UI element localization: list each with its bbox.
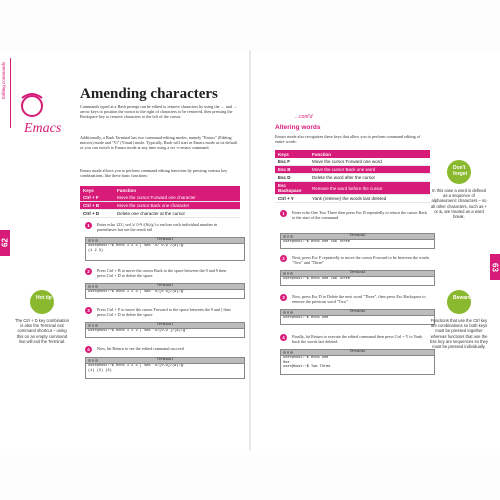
- step-number: 4: [85, 346, 92, 353]
- table-row: [275, 174, 430, 182]
- hot-tip: [14, 290, 70, 344]
- section-heading: Altering words: [275, 124, 321, 131]
- step-text: Finally, hit Return to execute the edited command then press Ctrl + Y to Yank back the words last deleted: [292, 334, 423, 345]
- table-key: Ctrl + B: [80, 202, 114, 210]
- terminal-title: Terminal: [349, 350, 366, 354]
- terminal-line: user@host:~$ Two Three: [283, 365, 331, 370]
- paragraph-3: Emacs mode allows you to perform command editing functions by pressing various key combinations, like these basic functions:: [80, 168, 228, 179]
- table-function: Move the cursor Back one word: [309, 166, 430, 174]
- section-tab: [0, 58, 11, 128]
- step-text: Enter echo One Two Three then press Esc B repeatedly to return the cursor Back to the start of the command: [292, 210, 428, 221]
- terminal-line: user@host:~$ echo 1 2 3 | sed 's/[0 9]/(&)/g': [88, 290, 186, 294]
- page-title: Amending characters: [80, 86, 218, 102]
- window-controls-icon: [283, 351, 293, 354]
- table-function: Delete the word after the cursor: [309, 174, 430, 182]
- terminal-title: Terminal: [156, 238, 174, 242]
- tip-text: Functions that use the Ctrl key are combinations so both keys must be pressed together whereas functions that use the Esc key are sequences so they must be pressed individually.: [430, 318, 488, 350]
- terminal-window: [85, 237, 245, 261]
- terminal-line: (1 2 3): [88, 248, 104, 253]
- table-header: [275, 150, 430, 158]
- table-row: [275, 195, 430, 203]
- table-header-keys: Keys: [275, 150, 309, 158]
- window-controls-icon: [88, 359, 98, 362]
- table-key: Esc Backspace: [275, 182, 309, 195]
- terminal-line: user@host:~$ echo One: [283, 356, 329, 360]
- window-controls-icon: [88, 324, 98, 327]
- table-key: Ctrl + D: [80, 210, 114, 218]
- step-text: Press Ctrl + B to move the cursor Back to the space between the 0 and 9 then press Ctrl + D to delete the space: [97, 268, 227, 279]
- terminal-line: user@host:~$ echo 1 2 3 | sed 's/[0-9]/(&)/g': [88, 364, 186, 368]
- table-function: Move the cursor Forward one character: [114, 194, 240, 202]
- terminal-title: Terminal: [349, 234, 366, 238]
- terminal-line: user@host:~$ echo 1 2 3 | sed 's/[0-9 ]/(&)/g': [88, 329, 188, 333]
- step-number: 4: [280, 334, 287, 341]
- window-controls-icon: [283, 311, 293, 314]
- table-row: [275, 166, 430, 174]
- step-number: 1: [280, 210, 287, 217]
- step-text: Enter echo 123 | sed 's/ 0-9 /(&)/g' to enclose each individual number in parentheses but see the result fail: [97, 222, 218, 233]
- hot-tip-icon: [30, 290, 54, 314]
- section-tab-label: Editing commands: [1, 62, 6, 100]
- step-number: 1: [85, 222, 92, 229]
- table-header: [80, 186, 240, 194]
- table-row: [80, 210, 240, 218]
- tip-text: In this case a word is defined as a sequence of alphanumeric characters – so all other characters, such as + or &, are treated as a word break.: [431, 188, 487, 220]
- step-number: 3: [85, 307, 92, 314]
- table-function: Move the cursor Forward one word: [309, 158, 430, 166]
- terminal-title: Terminal: [349, 310, 366, 314]
- table-row: [275, 158, 430, 166]
- terminal-title: Terminal: [349, 271, 366, 275]
- table-header-keys: Keys: [80, 186, 114, 194]
- terminal-title: Terminal: [156, 323, 174, 327]
- terminal-title: Terminal: [156, 284, 174, 288]
- terminal-window: [280, 349, 435, 375]
- terminal-line: user@host:~$ echo 1 2 3 | sed 's/ 0-9 /(&)/g': [88, 244, 186, 248]
- terminal-title: Terminal: [156, 358, 174, 362]
- logo-text: Emacs: [24, 121, 62, 136]
- tip-badge-label: Don't forget: [453, 165, 468, 177]
- table-function: Move the cursor Back one character: [114, 202, 240, 210]
- paragraph-2: Additionally, a Bash Terminal has two command-editing modes, namely "Emacs" (Editing macros) mode and "Vi" (Visual) mode. Typically, Bash will start in Emacs mode as its default or you can switch to Emacs mode at any time using a set -o emacs command.: [80, 135, 238, 151]
- window-controls-icon: [283, 272, 293, 275]
- table-row: [80, 202, 240, 210]
- terminal-window: [85, 283, 245, 299]
- terminal-line: user@host:~$ echo One Two Three: [283, 240, 350, 244]
- step-number: 3: [280, 294, 287, 301]
- emacs-logo-icon: [14, 88, 66, 140]
- table-function: Delete one character at the cursor: [114, 210, 240, 218]
- keys-table-right: [275, 150, 430, 203]
- window-controls-icon: [88, 285, 98, 288]
- table-key: Esc F: [275, 158, 309, 166]
- step-text: Now, press Esc D to Delete the next word "Three", then press Esc Backspace to remove the previous word "Two": [292, 294, 426, 305]
- window-controls-icon: [283, 235, 293, 238]
- table-key: Esc D: [275, 174, 309, 182]
- step-text: Next, press Esc F repeatedly to move the cursor Forward to be between the words "Two" and "Three": [292, 255, 430, 266]
- table-function: Yank (retrieve) the words last deleted: [309, 195, 430, 203]
- step-number: 2: [280, 255, 287, 262]
- table-header-function: Function: [309, 150, 430, 158]
- table-row: [275, 182, 430, 195]
- step-text: Now, hit Return to see the edited command succeed: [97, 346, 184, 351]
- table-key: Esc B: [275, 166, 309, 174]
- tip-badge-label: Beware: [453, 295, 471, 301]
- dont-forget-icon: [447, 160, 471, 184]
- window-controls-icon: [88, 239, 98, 242]
- continued-label: ...cont'd: [295, 114, 313, 120]
- left-page-number: 62: [0, 230, 10, 256]
- paragraph-1: Commands typed at a Bash prompt can be edited to remove characters by using the ← and → arrow keys to position the cursor to the right of characters to be removed, then pressing the Backspace key to remove characters to the left of the cursor.: [80, 104, 238, 120]
- table-function: Remove the word before the cursor: [309, 182, 430, 195]
- terminal-window: [280, 309, 435, 325]
- terminal-line: One: [283, 360, 290, 365]
- terminal-line: user@host:~$ echo One Two Three: [283, 277, 350, 281]
- table-key: Ctrl + Y: [275, 195, 309, 203]
- terminal-window: [280, 270, 435, 286]
- tip-badge-label: Hot tip: [36, 295, 52, 301]
- step-text: Press Ctrl + F to move the cursor Forward to the space between the 9 and ] then press Ctrl + D to delete the space: [97, 307, 231, 318]
- table-row: [80, 194, 240, 202]
- terminal-window: [85, 322, 245, 338]
- intro-text: Emacs mode also recognizes these keys that allow you to perform command editing of entire words:: [275, 134, 421, 145]
- tip-text: The Ctrl + D key combination is also the Terminal exit command shortcut – using this on an empty command line will exit the Terminal.: [14, 318, 70, 344]
- terminal-line: (1) (2) (3): [88, 368, 112, 373]
- beware-tip: [430, 290, 488, 349]
- beware-icon: [447, 290, 471, 314]
- terminal-line: user@host:~$ echo One: [283, 316, 329, 320]
- table-key: Ctrl + F: [80, 194, 114, 202]
- step-number: 2: [85, 268, 92, 275]
- keys-table-left: [80, 186, 240, 218]
- right-page-number: 63: [490, 254, 500, 280]
- terminal-window: [85, 357, 245, 379]
- terminal-window: [280, 233, 435, 249]
- table-header-function: Function: [114, 186, 240, 194]
- right-page: [251, 50, 500, 455]
- dont-forget-tip: [430, 160, 488, 219]
